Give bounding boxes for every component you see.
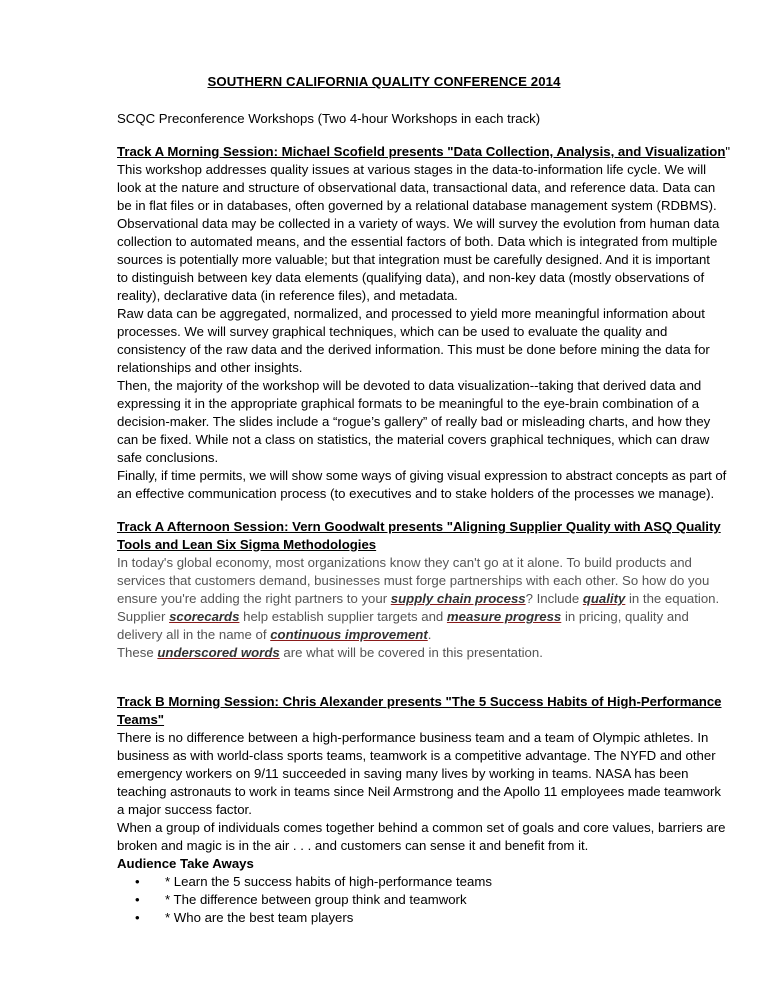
body-line: services that customers demand, businesses must forge partnerships with each other. So how do you: [117, 573, 710, 588]
body-line: emergency workers on 9/11 succeeded in saving many lives by working in teams. NASA has been: [117, 766, 689, 781]
body-line: to distinguish between key data elements (qualifying data), and non-key data (mostly observations of: [117, 270, 705, 285]
bullet-icon: •: [135, 910, 140, 925]
text-run: .: [427, 627, 432, 642]
body-line: look at the nature and structure of observational data, transactional data, and reference data. Data can: [117, 180, 716, 195]
body-line: There is no difference between a high-performance business team and a team of Olympic athletes. In: [117, 730, 709, 745]
body-line: Raw data can be aggregated, normalized, and processed to yield more meaningful information about: [117, 306, 705, 321]
body-line: safe conclusions.: [117, 450, 219, 465]
emphasized-term: measure progress: [446, 609, 562, 624]
text-run: delivery all in the name of: [117, 627, 271, 642]
list-item-text: * Learn the 5 success habits of high-performance teams: [165, 874, 492, 889]
body-line: [117, 626, 431, 644]
page-title: SOUTHERN CALIFORNIA QUALITY CONFERENCE 2014: [207, 74, 561, 89]
body-line: sources is potentially more valuable; but that integration must be carefully designed. And it is important: [117, 252, 710, 267]
body-line: business as with world-class sports teams, teamwork is a competitive advantage. The NYFD and other: [117, 748, 716, 763]
body-line: expressing it in the appropriate graphical formats to be meaningful to the eye-brain combination of a: [117, 396, 700, 411]
emphasized-term: underscored words: [157, 645, 280, 660]
emphasized-term: continuous improvement: [270, 627, 428, 642]
text-run: Supplier: [117, 609, 170, 624]
body-line: Then, the majority of the workshop will be devoted to data visualization--taking that derived data and: [117, 378, 702, 393]
body-line: be in flat files or in databases, often governed by a relational database management system (RDBMS).: [117, 198, 717, 213]
body-line: When a group of individuals comes together behind a common set of goals and core values, barriers are: [117, 820, 726, 835]
body-line: collection to automated means, and the essential factors of both. Data which is integrated from multiple: [117, 234, 718, 249]
text-run: are what will be covered in this presentation.: [279, 645, 543, 660]
track-a-morning-heading-text: Track A Morning Session: Michael Scofield presents "Data Collection, Analysis, and Visualization: [117, 144, 726, 159]
emphasized-term: supply chain process: [390, 591, 526, 606]
body-line: can be fixed. While not a class on statistics, the material covers graphical techniques, which can draw: [117, 432, 710, 447]
emphasized-term: scorecards: [169, 609, 240, 624]
emphasized-term: quality: [582, 591, 626, 606]
body-line: broken and magic is in the air . . . and customers can sense it and benefit from it.: [117, 838, 589, 853]
body-line: In today's global economy, most organizations know they can't go at it alone. To build products and: [117, 555, 692, 570]
text-run: in pricing, quality and: [561, 609, 689, 624]
text-run: These: [117, 645, 158, 660]
body-line: processes. We will survey graphical techniques, which can be used to evaluate the quality and: [117, 324, 668, 339]
subtitle: SCQC Preconference Workshops (Two 4-hour Workshops in each track): [117, 111, 541, 126]
body-line: teaching astronauts to work in teams since Neil Armstrong and the Apollo 11 employees made teamwork: [117, 784, 721, 799]
track-b-morning-heading-line2: Teams": [117, 712, 165, 727]
track-a-morning-heading: [117, 143, 730, 161]
track-a-morning-heading-tail: ": [725, 144, 731, 159]
body-line: consistency of the raw data and the derived information. This must be done before mining the data for: [117, 342, 710, 357]
text-run: in the equation.: [625, 591, 720, 606]
body-line: relationships and other insights.: [117, 360, 303, 375]
text-run: help establish supplier targets and: [239, 609, 447, 624]
body-line: reality), declarative data (in reference files), and metadata.: [117, 288, 458, 303]
body-line: an effective communication process (to executives and to stake holders of the processes we manage).: [117, 486, 715, 501]
takeaways-label: Audience Take Aways: [117, 856, 254, 871]
bullet-icon: •: [135, 892, 140, 907]
body-line: Observational data may be collected in a variety of ways. We will survey the evolution from human data: [117, 216, 720, 231]
list-item-text: * Who are the best team players: [165, 910, 354, 925]
body-line: This workshop addresses quality issues at various stages in the data-to-information life cycle. We will: [117, 162, 707, 177]
track-b-morning-heading-line1: Track B Morning Session: Chris Alexander presents "The 5 Success Habits of High-Performance: [117, 694, 722, 709]
bullet-icon: •: [135, 874, 140, 889]
track-a-afternoon-heading-line1: Track A Afternoon Session: Vern Goodwalt presents "Aligning Supplier Quality with ASQ Quality: [117, 519, 721, 534]
list-item-text: * The difference between group think and teamwork: [165, 892, 467, 907]
body-line: [117, 608, 689, 626]
body-line: Finally, if time permits, we will show some ways of giving visual expression to abstract concepts as part of: [117, 468, 727, 483]
body-line: [117, 590, 719, 608]
track-a-afternoon-heading-line2: Tools and Lean Six Sigma Methodologies: [117, 537, 377, 552]
text-run: ensure you're adding the right partners to your: [117, 591, 391, 606]
body-line: decision-maker. The slides include a “rogue’s gallery” of really bad or misleading charts, and how they: [117, 414, 711, 429]
body-line: a major success factor.: [117, 802, 252, 817]
text-run: ? Include: [525, 591, 583, 606]
body-line: [117, 644, 543, 662]
